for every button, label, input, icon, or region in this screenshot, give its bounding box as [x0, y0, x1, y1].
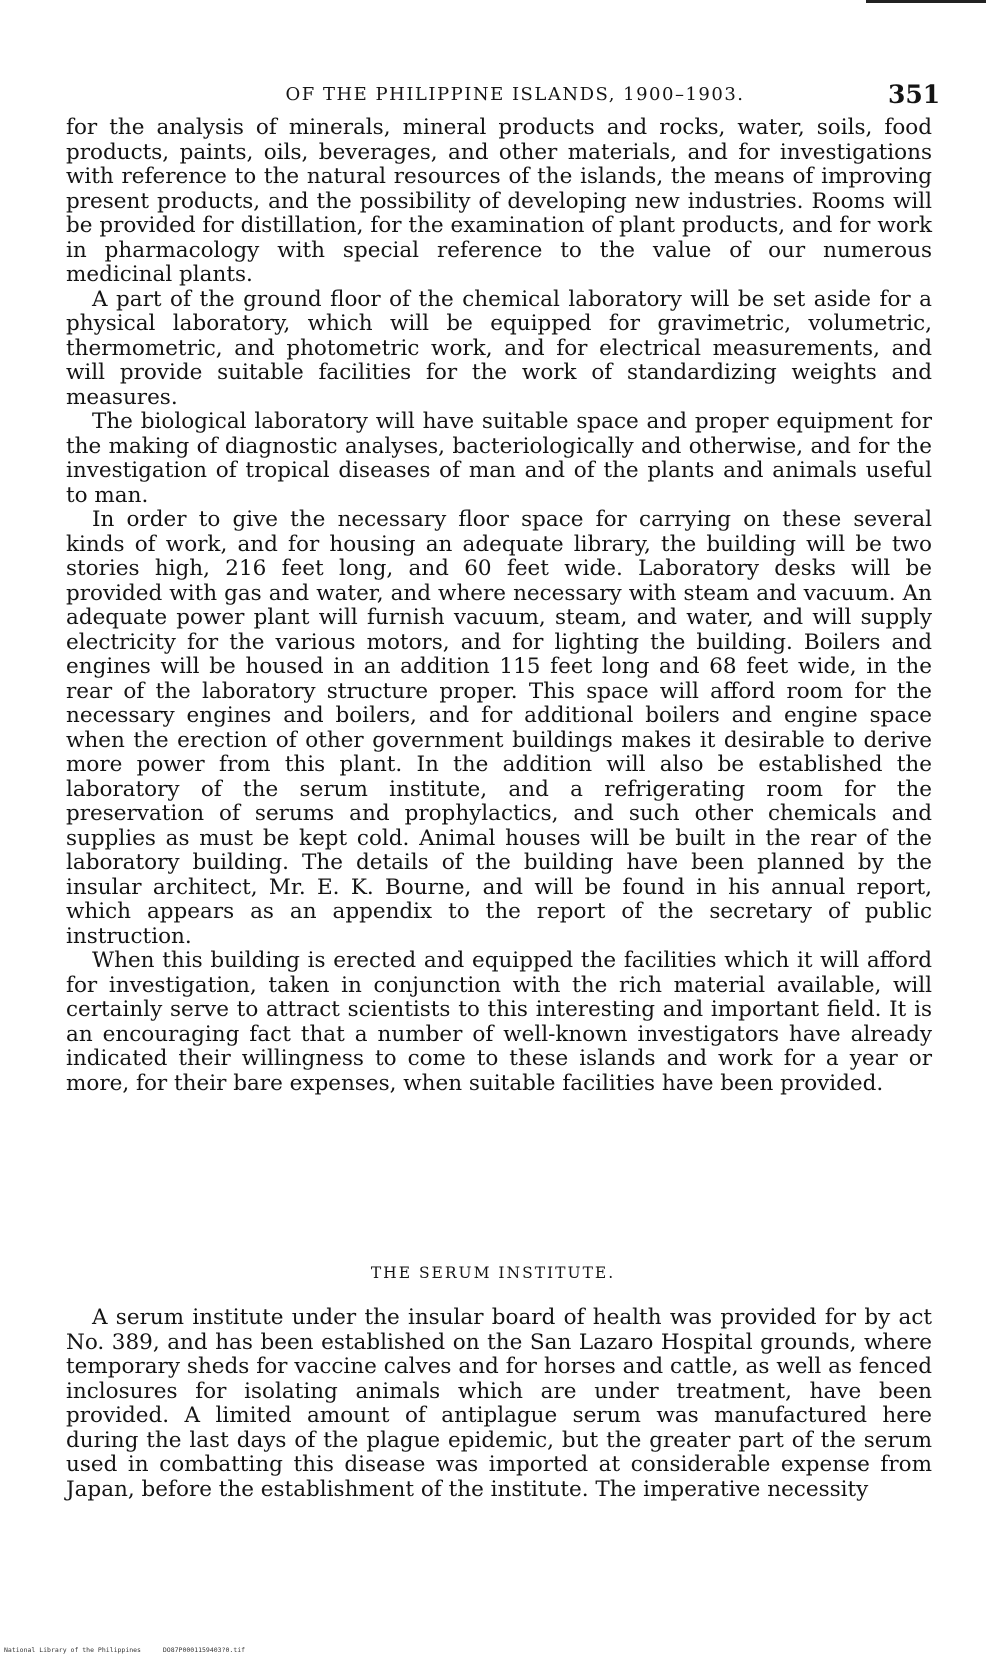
scan-footer: [4, 1646, 263, 1654]
footer-file-id: DO87P0001159403?0.tif: [162, 1646, 246, 1654]
paragraph-physical-lab: A part of the ground floor of the chemical laboratory will be set aside for a physical laboratory, which will be equipped for gravimetric, volumetric, thermometric, and photometric work, and for electrical measurements, and will provide suitable facilities for the work of standardizing weights and measures.: [66, 286, 932, 410]
paragraph-facilities-outlook: When this building is erected and equipped the facilities which it will afford for investigation, taken in conjunction with the rich material available, will certainly serve to attract scientists to this interesting and important field. It is an encouraging fact that a number of well-known investigators have already indicated their willingness to come to these islands and work for a year or more, for their bare expenses, when suitable facilities have been provided.: [66, 948, 932, 1096]
paragraph-biological-lab: The biological laboratory will have suitable space and proper equipment for the making of diagnostic analyses, bacteriologically and otherwise, and for the investigation of tropical diseases of man and of the plants and animals useful to man.: [66, 409, 932, 508]
serum-institute-text: [66, 1306, 932, 1502]
footer-library-name: National Library of the Philippines: [4, 1646, 141, 1654]
paragraph-building-details: In order to give the necessary floor space for carrying on these several kinds of work, and for housing an adequate library, the building will be two stories high, 216 feet long, and 60 feet wide. Laboratory desks will be provided with gas and water, and where necessary with steam and vacuum. An adequate power plant will furnish vacuum, steam, and water, and will supply electricity for the various motors, and for lighting the building. Boilers and engines will be housed in an addition 115 feet long and 68 feet wide, in the rear of the laboratory structure proper. This space will afford room for the necessary engines and boilers, and for additional boilers and engine space when the erection of other government buildings makes it desirable to derive more power from this plant. In the addition will also be established the laboratory of the serum institute, and a refrigerating room for the preservation of serums and prophylactics, and such other chemicals and supplies as must be kept cold. Animal houses will be built in the rear of the laboratory building. The details of the building have been planned by the insular architect, Mr. E. K. Bourne, and will be found in his annual report, which appears as an appendix to the report of the secretary of public instruction.: [66, 507, 932, 949]
running-header: OF THE PHILIPPINE ISLANDS, 1900–1903.: [285, 84, 745, 105]
section-heading-serum-institute: THE SERUM INSTITUTE.: [370, 1264, 616, 1282]
main-body-text: [66, 116, 932, 1096]
scan-edge-rule: [866, 0, 986, 3]
page-number: 351: [888, 80, 941, 109]
paragraph-chemical-lab-continued: for the analysis of minerals, mineral products and rocks, water, soils, food products, paints, oils, beverages, and other materials, and for investigations with reference to the natural resources of the islands, the means of improving present products, and the possibility of developing new industries. Rooms will be provided for distillation, for the examination of plant products, and for work in pharmacology with special reference to the value of our numerous medicinal plants.: [66, 115, 932, 287]
paragraph-serum-institute: A serum institute under the insular board of health was provided for by act No. 389, and has been established on the San Lazaro Hospital grounds, where temporary sheds for vaccine calves and for horses and cattle, as well as fenced inclosures for isolating animals which are under treatment, have been provided. A limited amount of antiplague serum was manufactured here during the last days of the plague epidemic, but the greater part of the serum used in combatting this disease was imported at considerable expense from Japan, before the establishment of the institute. The imperative necessity: [66, 1305, 932, 1502]
